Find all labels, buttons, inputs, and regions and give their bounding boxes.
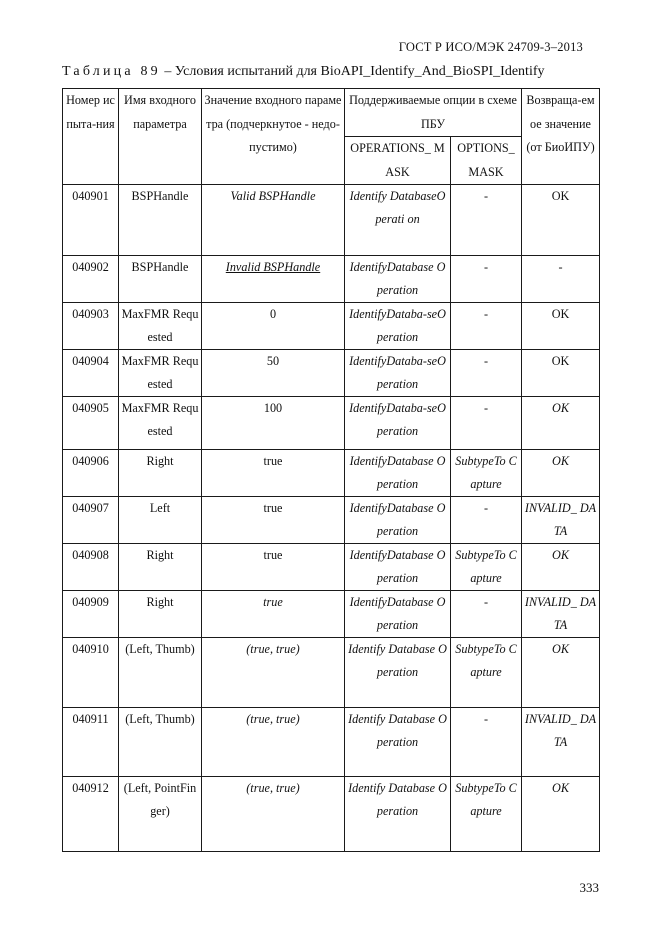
cell-param-name: (Left, Thumb): [119, 708, 202, 777]
cell-options-mask: -: [451, 397, 522, 450]
table-row: [63, 497, 600, 544]
cell-return-value: INVALID_ DATA: [522, 497, 600, 544]
cell-param-name: Left: [119, 497, 202, 544]
cell-operations-mask: Identify Database Operation: [345, 638, 451, 708]
cell-return-value: OK: [522, 397, 600, 450]
cell-test-number: 040904: [63, 350, 119, 397]
cell-test-number: 040902: [63, 256, 119, 303]
cell-operations-mask: IdentifyDataba-seOperation: [345, 350, 451, 397]
cell-param-name: Right: [119, 591, 202, 638]
cell-param-name: MaxFMR Requested: [119, 397, 202, 450]
cell-param-value: (true, true): [202, 638, 345, 708]
cell-options-mask: -: [451, 185, 522, 256]
table-row: [63, 350, 600, 397]
header-options-mask: OPTIONS_ MASK: [451, 137, 522, 185]
cell-param-name: MaxFMR Requested: [119, 303, 202, 350]
cell-options-mask: -: [451, 497, 522, 544]
page-number: 333: [579, 880, 599, 895]
cell-param-name: (Left, PointFinger): [119, 777, 202, 852]
cell-param-value: (true, true): [202, 708, 345, 777]
cell-param-name: BSPHandle: [119, 256, 202, 303]
cell-options-mask: -: [451, 591, 522, 638]
cell-return-value: OK: [522, 777, 600, 852]
cell-param-value: 0: [202, 303, 345, 350]
cell-return-value: INVALID_ DATA: [522, 708, 600, 777]
cell-test-number: 040910: [63, 638, 119, 708]
cell-test-number: 040911: [63, 708, 119, 777]
table-row: [63, 708, 600, 777]
cell-return-value: OK: [522, 303, 600, 350]
cell-param-value: true: [202, 591, 345, 638]
table-row: [63, 450, 600, 497]
cell-param-name: BSPHandle: [119, 185, 202, 256]
cell-param-name: Right: [119, 450, 202, 497]
cell-operations-mask: IdentifyDataba-seOperation: [345, 397, 451, 450]
cell-return-value: INVALID_ DATA: [522, 591, 600, 638]
cell-param-name: MaxFMR Requested: [119, 350, 202, 397]
cell-param-name: (Left, Thumb): [119, 638, 202, 708]
table-row: [63, 638, 600, 708]
table-row: [63, 256, 600, 303]
table-caption-text: – Условия испытаний для BioAPI_Identify_And_BioSPI_Identify: [160, 64, 545, 79]
header-supported-options: Поддерживаемые опции в схеме ПБУ: [345, 89, 522, 137]
table-row: [63, 591, 600, 638]
standard-designation: ГОСТ Р ИСО/МЭК 24709-3–2013: [398, 40, 583, 54]
header-test-number: Номер испыта-ния: [63, 89, 119, 185]
cell-options-mask: -: [451, 256, 522, 303]
cell-operations-mask: IdentifyDataba-seOperation: [345, 303, 451, 350]
header-operations-mask: OPERATIONS_ MASK: [345, 137, 451, 185]
cell-operations-mask: IdentifyDatabase Operation: [345, 544, 451, 591]
cell-return-value: OK: [522, 544, 600, 591]
cell-param-value: Valid BSPHandle: [202, 185, 345, 256]
cell-options-mask: -: [451, 350, 522, 397]
cell-param-value: true: [202, 497, 345, 544]
cell-options-mask: SubtypeTo Capture: [451, 638, 522, 708]
cell-test-number: 040905: [63, 397, 119, 450]
cell-test-number: 040901: [63, 185, 119, 256]
cell-return-value: -: [522, 256, 600, 303]
cell-operations-mask: Identify Database Operation: [345, 708, 451, 777]
test-conditions-table: [62, 88, 600, 852]
cell-operations-mask: Identify Database Operation: [345, 777, 451, 852]
cell-test-number: 040906: [63, 450, 119, 497]
cell-operations-mask: IdentifyDatabase Operation: [345, 591, 451, 638]
table-row: [63, 185, 600, 256]
cell-test-number: 040912: [63, 777, 119, 852]
cell-test-number: 040909: [63, 591, 119, 638]
header-param-value: Значение входного параметра (подчеркнутое - недо-пустимо): [202, 89, 345, 185]
table-caption-label: Таблица 89: [62, 64, 161, 79]
cell-operations-mask: IdentifyDatabase Operation: [345, 497, 451, 544]
cell-param-value: (true, true): [202, 777, 345, 852]
table-caption: [62, 64, 602, 80]
cell-test-number: 040903: [63, 303, 119, 350]
cell-return-value: OK: [522, 450, 600, 497]
header-return-value: Возвраща-емое значение (от БиоИПУ): [522, 89, 600, 185]
cell-options-mask: SubtypeTo Capture: [451, 544, 522, 591]
cell-options-mask: -: [451, 303, 522, 350]
table-row: [63, 303, 600, 350]
cell-return-value: OK: [522, 185, 600, 256]
table-row: [63, 777, 600, 852]
table-row: [63, 544, 600, 591]
cell-param-value: true: [202, 450, 345, 497]
cell-param-value: Invalid BSPHandle: [202, 256, 345, 303]
cell-operations-mask: Identify DatabaseOperati on: [345, 185, 451, 256]
cell-test-number: 040908: [63, 544, 119, 591]
header-param-name: Имя входного параметра: [119, 89, 202, 185]
cell-operations-mask: IdentifyDatabase Operation: [345, 450, 451, 497]
cell-operations-mask: IdentifyDatabase Operation: [345, 256, 451, 303]
cell-return-value: OK: [522, 350, 600, 397]
cell-param-name: Right: [119, 544, 202, 591]
table-row: [63, 397, 600, 450]
cell-options-mask: SubtypeTo Capture: [451, 777, 522, 852]
cell-options-mask: SubtypeTo Capture: [451, 450, 522, 497]
cell-test-number: 040907: [63, 497, 119, 544]
cell-param-value: 50: [202, 350, 345, 397]
cell-return-value: OK: [522, 638, 600, 708]
cell-param-value: 100: [202, 397, 345, 450]
cell-options-mask: -: [451, 708, 522, 777]
cell-param-value: true: [202, 544, 345, 591]
